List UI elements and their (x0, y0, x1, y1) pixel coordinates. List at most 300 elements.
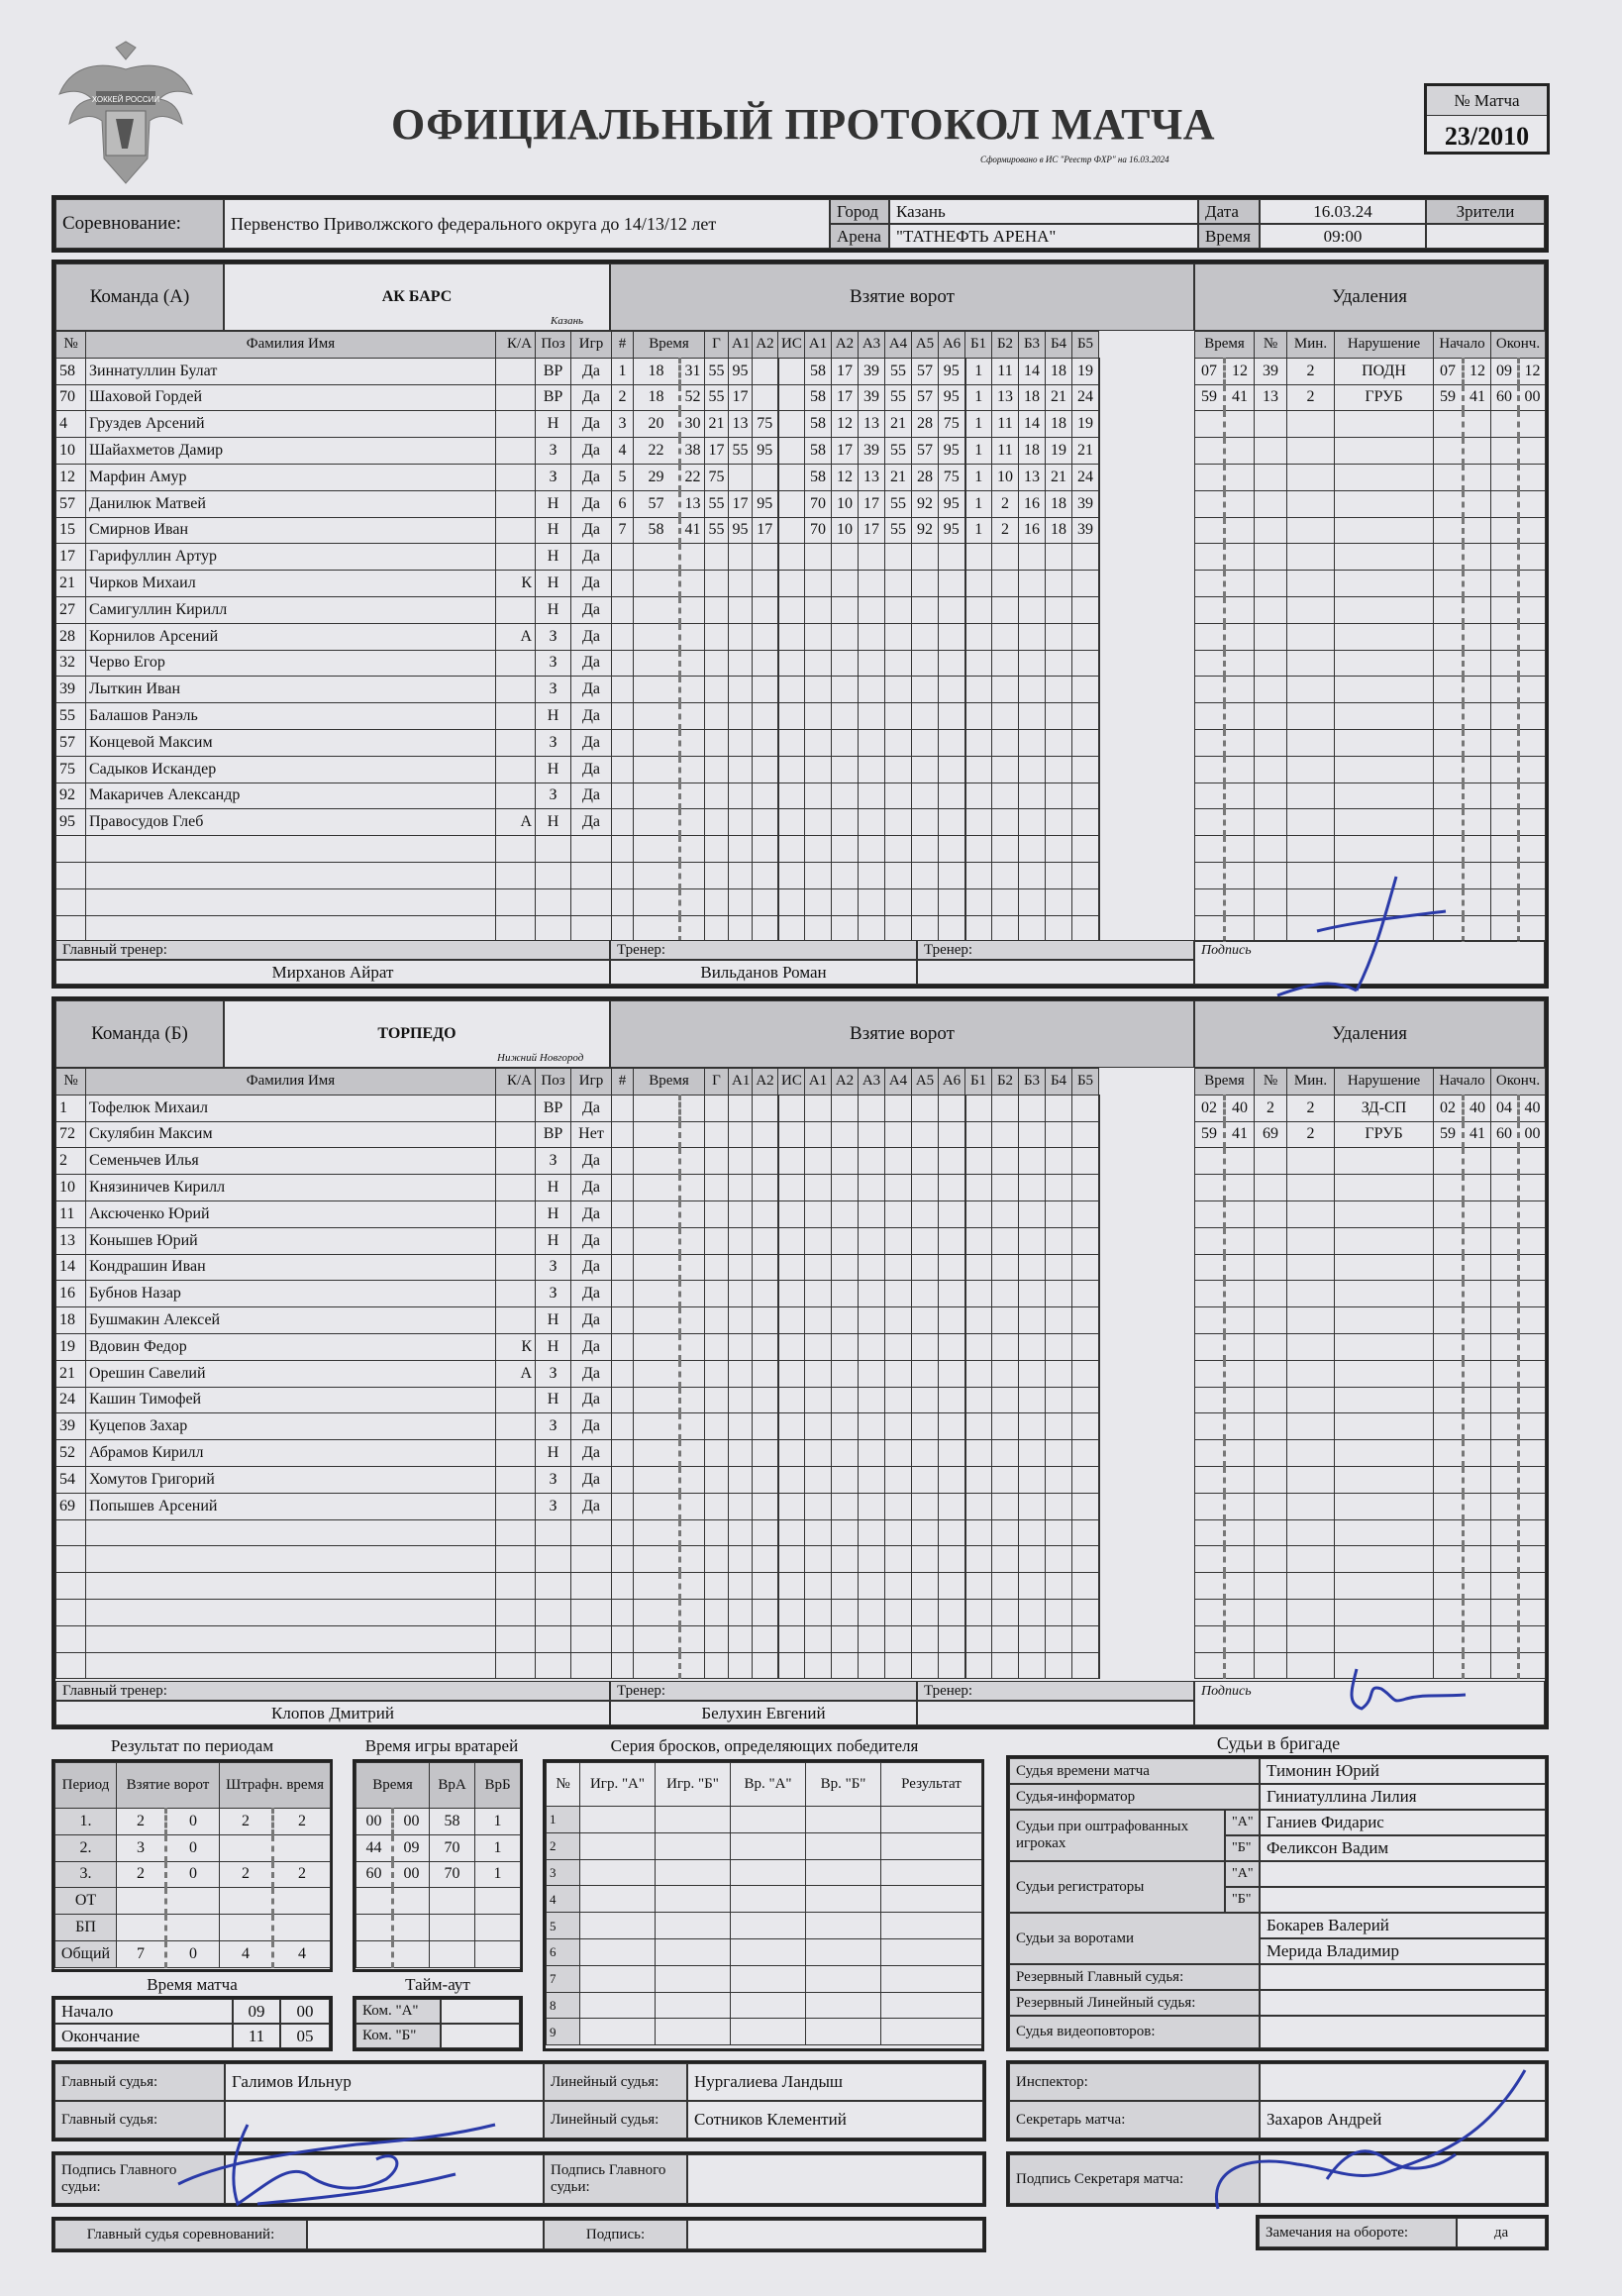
goal-cell (729, 1546, 753, 1573)
penalty-cell (1491, 1227, 1519, 1254)
player-captain (496, 358, 536, 384)
penalty-cell (1225, 756, 1255, 783)
goal-cell (885, 650, 912, 677)
chief-ref-label: Главный судья соревнований: (54, 2220, 307, 2249)
goal-cell (778, 1281, 805, 1307)
goal-cell (705, 1519, 729, 1546)
goal-cell (859, 1175, 885, 1201)
goal-cell (680, 1200, 705, 1227)
period-cell (273, 1888, 331, 1915)
goal-cell (859, 1573, 885, 1600)
goal-cell (680, 1281, 705, 1307)
goal-cell (680, 1599, 705, 1625)
penalty-cell (1519, 862, 1546, 888)
goal-cell (705, 783, 729, 809)
goal-cell (965, 1200, 992, 1227)
table-row (612, 1493, 1099, 1519)
goal-cell (885, 1466, 912, 1493)
goal-cell: 28 (912, 464, 939, 490)
goal-cell (778, 1466, 805, 1493)
goalie-cell (393, 1940, 430, 1967)
penalty-cell (1195, 703, 1225, 730)
goalie-cell: 09 (393, 1834, 430, 1861)
penalty-cell (1225, 571, 1255, 597)
period-cell (117, 1915, 166, 1941)
penalty-cell (1195, 411, 1225, 438)
goal-cell (992, 1440, 1019, 1467)
goal-cell (705, 1121, 729, 1148)
period-cell: 2 (117, 1861, 166, 1888)
penalty-box-label: Судьи при оштрафованных игроках (1009, 1810, 1225, 1861)
player-captain: А (496, 623, 536, 650)
table-row (56, 809, 612, 836)
timeout-title: Тайм-аут (405, 1975, 470, 1994)
goal-cell (634, 1440, 680, 1467)
goal-cell (992, 1546, 1019, 1573)
player-number: 55 (56, 703, 86, 730)
main-ref-1: Галимов Ильнур (225, 2063, 544, 2101)
penalty-cell (1434, 1360, 1464, 1387)
goal-cell (634, 1599, 680, 1625)
goal-cell (805, 1281, 832, 1307)
goal-cell (680, 1493, 705, 1519)
goal-cell (634, 1652, 680, 1679)
goal-cell (729, 1121, 753, 1148)
table-row (55, 1834, 331, 1861)
table-row (612, 1466, 1099, 1493)
shootout-cell (656, 1807, 731, 1833)
main-ref-label-2: Главный судья: (54, 2101, 225, 2139)
goal-cell (680, 571, 705, 597)
goal-cell (729, 1493, 753, 1519)
goal-cell (859, 571, 885, 597)
goal-cell (753, 1466, 778, 1493)
goal-cell (778, 358, 805, 384)
penalty-cell: ГРУБ (1335, 1121, 1434, 1148)
goal-cell (705, 544, 729, 571)
goalie-cell (356, 1915, 393, 1941)
goal-cell (634, 888, 680, 915)
goal-cell (729, 677, 753, 703)
timeout-box (353, 1996, 523, 2051)
goalie-cell (393, 1888, 430, 1915)
goal-judges-label: Судьи за воротами (1009, 1913, 1260, 1964)
goal-cell (1019, 1519, 1046, 1546)
goal-cell (680, 1121, 705, 1148)
player-position: З (536, 650, 571, 677)
goal-cell (1072, 1625, 1099, 1652)
period-cell: 0 (166, 1809, 220, 1835)
player-position (536, 1573, 571, 1600)
table-row (1195, 384, 1546, 411)
penalty-cell (1519, 1466, 1546, 1493)
penalty-cell (1195, 783, 1225, 809)
goal-cell: 55 (885, 358, 912, 384)
period-cell (273, 1915, 331, 1941)
goal-cell (705, 1200, 729, 1227)
goal-cell (1072, 1200, 1099, 1227)
table-row (56, 544, 612, 571)
shootout-cell (806, 1807, 881, 1833)
period-cell: 0 (166, 1834, 220, 1861)
main-ref-sign-label-1: Подпись Главного судьи: (54, 2154, 225, 2204)
goal-cell (612, 1175, 634, 1201)
match-number-box (1424, 83, 1550, 155)
shootout-cell (580, 2019, 656, 2045)
penalty-cell (1195, 1413, 1225, 1440)
goal-cell (680, 650, 705, 677)
penalty-cell (1434, 1519, 1464, 1546)
goal-cell (1046, 1466, 1072, 1493)
goal-cell (612, 888, 634, 915)
player-played: Да (571, 809, 612, 836)
player-number: 27 (56, 596, 86, 623)
table-row (612, 544, 1099, 571)
penalty-cell (1491, 1175, 1519, 1201)
goal-cell (939, 915, 965, 942)
goal-cell (805, 915, 832, 942)
goal-cell (1072, 1095, 1099, 1121)
penalty-cell (1491, 836, 1519, 863)
goal-col-header: Б4 (1046, 1069, 1072, 1096)
goal-col-header: # (612, 332, 634, 359)
goal-cell (859, 1599, 885, 1625)
player-played: Да (571, 1200, 612, 1227)
shootout-cell (731, 1992, 806, 2019)
player-name (86, 1625, 496, 1652)
goal-cell (705, 571, 729, 597)
goal-cell (1046, 1281, 1072, 1307)
goal-cell (612, 571, 634, 597)
goal-cell (832, 596, 859, 623)
team-a-header (55, 263, 1545, 331)
period-cell: 3 (117, 1834, 166, 1861)
goal-cell (680, 596, 705, 623)
goal-cell (729, 703, 753, 730)
goal-cell (1019, 729, 1046, 756)
table-row (612, 1519, 1099, 1546)
table-row (1195, 1095, 1546, 1121)
penalty-cell (1195, 1387, 1225, 1413)
penalty-cell (1195, 517, 1225, 544)
goal-cell (680, 888, 705, 915)
goal-cell (753, 1333, 778, 1360)
goal-cell (832, 1333, 859, 1360)
shootout-num: 4 (547, 1886, 580, 1913)
goal-cell (1046, 862, 1072, 888)
goalie-cell (430, 1915, 475, 1941)
penalty-cell (1491, 1360, 1519, 1387)
goal-cell (729, 1200, 753, 1227)
goal-col-header: Б5 (1072, 332, 1099, 359)
shootout-cell (580, 1992, 656, 2019)
goal-cell (1072, 888, 1099, 915)
team-b-goals (611, 1068, 1100, 1679)
goal-cell (612, 1254, 634, 1281)
table-row (1195, 1121, 1546, 1148)
player-position: ВР (536, 1095, 571, 1121)
penalty-cell (1195, 1652, 1225, 1679)
goal-cell (805, 1652, 832, 1679)
team-b-head-coach: Клопов Дмитрий (55, 1701, 610, 1725)
goal-cell (992, 729, 1019, 756)
goal-cell (778, 1095, 805, 1121)
player-number (56, 1599, 86, 1625)
goalie-cell: 00 (356, 1809, 393, 1835)
goal-col-header: Б3 (1019, 332, 1046, 359)
period-cell (220, 1915, 273, 1941)
goal-cell (1019, 1254, 1046, 1281)
goal-cell (1019, 1599, 1046, 1625)
goal-cell (612, 1546, 634, 1573)
player-position: ВР (536, 1121, 571, 1148)
player-position (536, 915, 571, 942)
goal-cell (1072, 544, 1099, 571)
goal-cell (729, 650, 753, 677)
penalty-cell: 00 (1519, 1121, 1546, 1148)
goal-cell (1046, 1413, 1072, 1440)
time-label: Время (1198, 224, 1260, 249)
table-row (56, 1333, 612, 1360)
goal-cell (705, 1652, 729, 1679)
penalty-cell (1287, 1546, 1335, 1573)
penalty-cell (1255, 1440, 1287, 1467)
goal-cell (965, 1360, 992, 1387)
table-row (1195, 517, 1546, 544)
goal-cell (1046, 596, 1072, 623)
goal-cell (885, 596, 912, 623)
goal-cell: 70 (805, 517, 832, 544)
goal-cell (832, 1281, 859, 1307)
arena-value: "ТАТНЕФТЬ АРЕНА" (889, 224, 1198, 249)
goal-cell (680, 729, 705, 756)
shootout-cell (881, 2019, 982, 2045)
shootout-col-header: Игр. "Б" (656, 1763, 731, 1807)
goal-cell (912, 1227, 939, 1254)
goal-cell (1019, 1307, 1046, 1334)
penalty-cell (1225, 1519, 1255, 1546)
goal-col-header: А2 (832, 1069, 859, 1096)
goal-cell (885, 783, 912, 809)
penalty-cell (1491, 915, 1519, 942)
penalty-cell (1195, 1175, 1225, 1201)
goal-cell (778, 544, 805, 571)
line-ref-label-2: Линейный судья: (544, 2101, 687, 2139)
penalty-cell (1195, 915, 1225, 942)
goal-cell (805, 623, 832, 650)
player-captain (496, 677, 536, 703)
penalty-b-tag: "Б" (1225, 1835, 1260, 1861)
table-row (1195, 1175, 1546, 1201)
goal-cell (992, 1121, 1019, 1148)
goal-cell (965, 1546, 992, 1573)
player-captain (496, 1095, 536, 1121)
goal-cell (612, 544, 634, 571)
goal-cell (912, 1519, 939, 1546)
player-name: Шаховой Гордей (86, 384, 496, 411)
penalty-cell (1491, 1599, 1519, 1625)
table-row (56, 888, 612, 915)
penalty-cell (1434, 1281, 1464, 1307)
goal-cell (965, 1307, 992, 1334)
goal-cell (992, 1652, 1019, 1679)
penalty-cell (1464, 862, 1491, 888)
goal-cell (1046, 1440, 1072, 1467)
spectators-label: Зрители (1426, 199, 1545, 224)
penalty-cell: 2 (1255, 1095, 1287, 1121)
penalty-cell (1287, 490, 1335, 517)
penalty-cell (1491, 1573, 1519, 1600)
goal-cell (832, 809, 859, 836)
goal-cell (1019, 1333, 1046, 1360)
player-played: Да (571, 1360, 612, 1387)
goal-cell (753, 384, 778, 411)
goal-cell (729, 1466, 753, 1493)
goal-cell (753, 464, 778, 490)
penalty-cell (1225, 1148, 1255, 1175)
goal-cell (1019, 571, 1046, 597)
player-played: Да (571, 1281, 612, 1307)
table-row (612, 783, 1099, 809)
goalie-cell (430, 1888, 475, 1915)
player-number: 14 (56, 1254, 86, 1281)
table-row (612, 1599, 1099, 1625)
player-played: Да (571, 623, 612, 650)
player-number: 16 (56, 1281, 86, 1307)
goal-cell (778, 1360, 805, 1387)
goal-cell: 14 (1019, 411, 1046, 438)
penalty-cell (1434, 1573, 1464, 1600)
eagle-emblem-icon (54, 40, 198, 188)
goal-cell (965, 862, 992, 888)
goal-col-header: А1 (729, 1069, 753, 1096)
goal-cell (832, 756, 859, 783)
table-row (612, 623, 1099, 650)
main-ref-label-1: Главный судья: (54, 2063, 225, 2101)
goal-cell (634, 1175, 680, 1201)
goal-cell (992, 571, 1019, 597)
goal-cell (612, 1148, 634, 1175)
timeout-a-value (441, 1999, 520, 2024)
table-row (56, 571, 612, 597)
table-row (56, 1413, 612, 1440)
penalty-cell (1225, 490, 1255, 517)
player-played: Да (571, 703, 612, 730)
goal-cell (859, 915, 885, 942)
penalty-cell (1519, 677, 1546, 703)
penalty-cell (1335, 729, 1434, 756)
goal-col-header: А2 (832, 332, 859, 359)
goal-cell (805, 1227, 832, 1254)
player-number: 69 (56, 1493, 86, 1519)
shootout-cell (580, 1965, 656, 1992)
period-cell: 2 (273, 1809, 331, 1835)
goal-cell (912, 1175, 939, 1201)
penalty-cell (1464, 1360, 1491, 1387)
goal-cell (885, 1625, 912, 1652)
penalty-cell (1519, 571, 1546, 597)
goal-cell: 2 (992, 517, 1019, 544)
pen-col-header: Оконч. (1491, 1069, 1546, 1096)
penalty-cell (1519, 623, 1546, 650)
table-row (56, 677, 612, 703)
goal-cell (1072, 623, 1099, 650)
goal-cell (965, 623, 992, 650)
penalty-cell (1519, 1360, 1546, 1387)
goal-cell (1019, 1281, 1046, 1307)
goal-cell: 70 (805, 490, 832, 517)
table-row (612, 1254, 1099, 1281)
goal-col-header: А1 (805, 332, 832, 359)
table-row (612, 596, 1099, 623)
goal-cell (1046, 650, 1072, 677)
goal-cell (612, 1466, 634, 1493)
penalty-cell (1287, 1175, 1335, 1201)
goal-cell (859, 1254, 885, 1281)
goal-cell (805, 703, 832, 730)
goal-cell (634, 756, 680, 783)
goal-cell (634, 1095, 680, 1121)
penalty-cell (1464, 729, 1491, 756)
goal-cell (805, 1413, 832, 1440)
penalty-cell (1255, 1227, 1287, 1254)
penalty-cell (1491, 703, 1519, 730)
shootout-cell (881, 1938, 982, 1965)
penalty-cell (1335, 836, 1434, 863)
roster-header (56, 332, 612, 359)
goal-cell (832, 783, 859, 809)
goal-cell (992, 915, 1019, 942)
goalie-cell: 00 (393, 1861, 430, 1888)
player-position: З (536, 729, 571, 756)
penalty-cell (1255, 464, 1287, 490)
goal-cell (912, 1546, 939, 1573)
player-name: Хомутов Григорий (86, 1466, 496, 1493)
goal-cell (778, 1227, 805, 1254)
penalty-cell (1434, 1333, 1464, 1360)
table-row (356, 1940, 521, 1967)
goal-cell (859, 544, 885, 571)
goalie-cell: 1 (475, 1834, 521, 1861)
player-name: Аксюченко Юрий (86, 1200, 496, 1227)
penalty-cell (1335, 1573, 1434, 1600)
goal-cell: 13 (859, 464, 885, 490)
player-number (56, 915, 86, 942)
penalty-cell (1464, 677, 1491, 703)
player-played: Да (571, 650, 612, 677)
penalty-cell (1287, 836, 1335, 863)
player-played: Да (571, 411, 612, 438)
penalty-cell (1464, 1333, 1491, 1360)
player-played (571, 862, 612, 888)
table-row (612, 756, 1099, 783)
goal-cell (729, 915, 753, 942)
table-row (55, 1809, 331, 1835)
goal-cell (1046, 1175, 1072, 1201)
table-row (612, 1625, 1099, 1652)
goal-cell: 12 (832, 411, 859, 438)
goal-cell (680, 544, 705, 571)
goal-cell (939, 703, 965, 730)
penalty-cell (1225, 915, 1255, 942)
match-number-label: № Матча (1427, 86, 1547, 116)
match-end-m: 05 (280, 2024, 330, 2048)
penalty-cell (1255, 1333, 1287, 1360)
penalty-cell (1434, 677, 1464, 703)
player-number (56, 1652, 86, 1679)
goal-cell (1072, 809, 1099, 836)
team-a-head-coach: Мирханов Айрат (55, 960, 610, 985)
